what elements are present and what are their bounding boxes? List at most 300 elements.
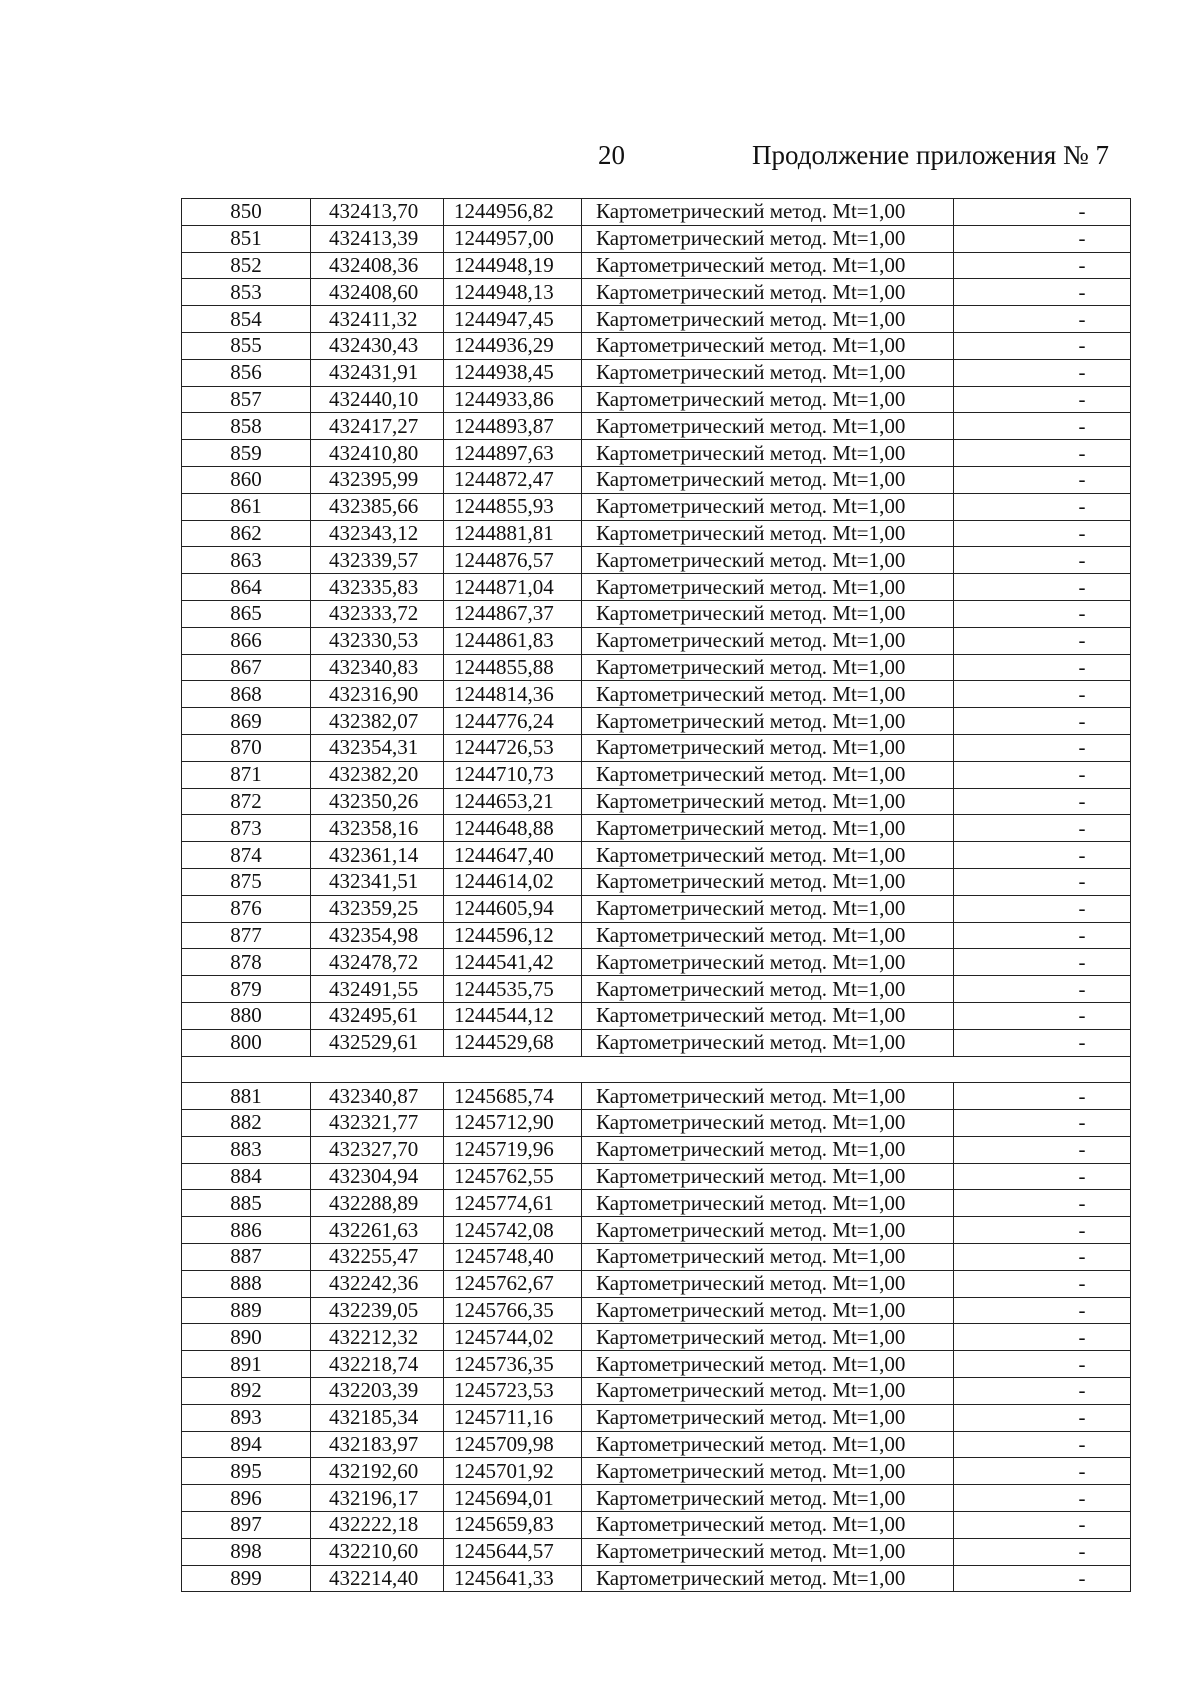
point-number-cell: 891: [182, 1351, 311, 1378]
x-coordinate-cell: 432288,89: [311, 1190, 444, 1217]
table-row: [182, 1083, 1131, 1110]
y-coordinate-cell: 1245659,83: [444, 1512, 582, 1539]
table-row: [182, 225, 1131, 252]
x-coordinate-cell: 432339,57: [311, 547, 444, 574]
x-coordinate-cell: 432261,63: [311, 1217, 444, 1244]
point-number-cell: 861: [182, 493, 311, 520]
table-row: [182, 306, 1131, 333]
note-cell: -: [954, 1190, 1131, 1217]
note-cell: -: [954, 681, 1131, 708]
x-coordinate-cell: 432340,87: [311, 1083, 444, 1110]
table-row: [182, 1431, 1131, 1458]
method-cell: Картометрический метод. Mt=1,00: [582, 681, 954, 708]
table-row: [182, 1002, 1131, 1029]
point-number-cell: 851: [182, 225, 311, 252]
method-cell: Картометрический метод. Mt=1,00: [582, 520, 954, 547]
y-coordinate-cell: 1244855,93: [444, 493, 582, 520]
y-coordinate-cell: 1245723,53: [444, 1378, 582, 1405]
point-number-cell: 879: [182, 976, 311, 1003]
note-cell: -: [954, 922, 1131, 949]
method-cell: Картометрический метод. Mt=1,00: [582, 1565, 954, 1592]
note-cell: -: [954, 815, 1131, 842]
note-cell: -: [954, 842, 1131, 869]
method-cell: Картометрический метод. Mt=1,00: [582, 279, 954, 306]
y-coordinate-cell: 1245644,57: [444, 1538, 582, 1565]
method-cell: Картометрический метод. Mt=1,00: [582, 600, 954, 627]
method-cell: Картометрический метод. Mt=1,00: [582, 225, 954, 252]
x-coordinate-cell: 432242,36: [311, 1270, 444, 1297]
x-coordinate-cell: 432218,74: [311, 1351, 444, 1378]
y-coordinate-cell: 1244897,63: [444, 440, 582, 467]
method-cell: Картометрический метод. Mt=1,00: [582, 1029, 954, 1056]
point-number-cell: 850: [182, 199, 311, 226]
method-cell: Картометрический метод. Mt=1,00: [582, 1217, 954, 1244]
y-coordinate-cell: 1244535,75: [444, 976, 582, 1003]
method-cell: Картометрический метод. Mt=1,00: [582, 413, 954, 440]
table-row: [182, 466, 1131, 493]
y-coordinate-cell: 1245766,35: [444, 1297, 582, 1324]
x-coordinate-cell: 432330,53: [311, 627, 444, 654]
table-row: [182, 1458, 1131, 1485]
x-coordinate-cell: 432354,98: [311, 922, 444, 949]
note-cell: -: [954, 1029, 1131, 1056]
point-number-cell: 877: [182, 922, 311, 949]
point-number-cell: 858: [182, 413, 311, 440]
method-cell: Картометрический метод. Mt=1,00: [582, 440, 954, 467]
method-cell: Картометрический метод. Mt=1,00: [582, 1458, 954, 1485]
x-coordinate-cell: 432417,27: [311, 413, 444, 440]
method-cell: Картометрический метод. Mt=1,00: [582, 1512, 954, 1539]
x-coordinate-cell: 432203,39: [311, 1378, 444, 1405]
note-cell: -: [954, 466, 1131, 493]
table-row: [182, 1485, 1131, 1512]
note-cell: -: [954, 1485, 1131, 1512]
y-coordinate-cell: 1244867,37: [444, 600, 582, 627]
table-row: [182, 681, 1131, 708]
point-number-cell: 885: [182, 1190, 311, 1217]
x-coordinate-cell: 432395,99: [311, 466, 444, 493]
x-coordinate-cell: 432341,51: [311, 868, 444, 895]
note-cell: -: [954, 574, 1131, 601]
table-row: [182, 440, 1131, 467]
point-number-cell: 859: [182, 440, 311, 467]
method-cell: Картометрический метод. Mt=1,00: [582, 734, 954, 761]
table-row: [182, 1029, 1131, 1056]
point-number-cell: 800: [182, 1029, 311, 1056]
table-row: [182, 1110, 1131, 1137]
x-coordinate-cell: 432255,47: [311, 1244, 444, 1271]
y-coordinate-cell: 1245712,90: [444, 1110, 582, 1137]
note-cell: -: [954, 332, 1131, 359]
x-coordinate-cell: 432222,18: [311, 1512, 444, 1539]
point-number-cell: 862: [182, 520, 311, 547]
point-number-cell: 864: [182, 574, 311, 601]
note-cell: -: [954, 761, 1131, 788]
method-cell: Картометрический метод. Mt=1,00: [582, 895, 954, 922]
table-row: [182, 922, 1131, 949]
note-cell: -: [954, 547, 1131, 574]
point-number-cell: 892: [182, 1378, 311, 1405]
table-row: [182, 493, 1131, 520]
y-coordinate-cell: 1245694,01: [444, 1485, 582, 1512]
table-row: [182, 1297, 1131, 1324]
y-coordinate-cell: 1245762,67: [444, 1270, 582, 1297]
y-coordinate-cell: 1244544,12: [444, 1002, 582, 1029]
method-cell: Картометрический метод. Mt=1,00: [582, 1083, 954, 1110]
point-number-cell: 873: [182, 815, 311, 842]
table-row: [182, 520, 1131, 547]
y-coordinate-cell: 1244938,45: [444, 359, 582, 386]
x-coordinate-cell: 432321,77: [311, 1110, 444, 1137]
y-coordinate-cell: 1245748,40: [444, 1244, 582, 1271]
point-number-cell: 878: [182, 949, 311, 976]
method-cell: Картометрический метод. Mt=1,00: [582, 1538, 954, 1565]
x-coordinate-cell: 432411,32: [311, 306, 444, 333]
point-number-cell: 894: [182, 1431, 311, 1458]
y-coordinate-cell: 1244871,04: [444, 574, 582, 601]
note-cell: -: [954, 386, 1131, 413]
method-cell: Картометрический метод. Mt=1,00: [582, 708, 954, 735]
point-number-cell: 898: [182, 1538, 311, 1565]
y-coordinate-cell: 1244893,87: [444, 413, 582, 440]
point-number-cell: 886: [182, 1217, 311, 1244]
table-row: [182, 252, 1131, 279]
method-cell: Картометрический метод. Mt=1,00: [582, 842, 954, 869]
table-row: [182, 708, 1131, 735]
y-coordinate-cell: 1245685,74: [444, 1083, 582, 1110]
y-coordinate-cell: 1244541,42: [444, 949, 582, 976]
note-cell: -: [954, 1270, 1131, 1297]
table-row: [182, 1244, 1131, 1271]
x-coordinate-cell: 432316,90: [311, 681, 444, 708]
point-number-cell: 893: [182, 1404, 311, 1431]
method-cell: Картометрический метод. Mt=1,00: [582, 1431, 954, 1458]
note-cell: -: [954, 1163, 1131, 1190]
y-coordinate-cell: 1245744,02: [444, 1324, 582, 1351]
y-coordinate-cell: 1245701,92: [444, 1458, 582, 1485]
method-cell: Картометрический метод. Mt=1,00: [582, 1190, 954, 1217]
y-coordinate-cell: 1245742,08: [444, 1217, 582, 1244]
method-cell: Картометрический метод. Mt=1,00: [582, 252, 954, 279]
method-cell: Картометрический метод. Mt=1,00: [582, 1485, 954, 1512]
table-row: [182, 734, 1131, 761]
note-cell: -: [954, 1565, 1131, 1592]
point-number-cell: 865: [182, 600, 311, 627]
method-cell: Картометрический метод. Mt=1,00: [582, 815, 954, 842]
table-row: [182, 279, 1131, 306]
x-coordinate-cell: 432340,83: [311, 654, 444, 681]
y-coordinate-cell: 1244710,73: [444, 761, 582, 788]
y-coordinate-cell: 1244648,88: [444, 815, 582, 842]
note-cell: -: [954, 1351, 1131, 1378]
note-cell: -: [954, 440, 1131, 467]
y-coordinate-cell: 1244876,57: [444, 547, 582, 574]
point-number-cell: 896: [182, 1485, 311, 1512]
method-cell: Картометрический метод. Mt=1,00: [582, 1270, 954, 1297]
note-cell: -: [954, 493, 1131, 520]
method-cell: Картометрический метод. Mt=1,00: [582, 1002, 954, 1029]
table-row: [182, 1163, 1131, 1190]
point-number-cell: 867: [182, 654, 311, 681]
x-coordinate-cell: 432430,43: [311, 332, 444, 359]
y-coordinate-cell: 1244776,24: [444, 708, 582, 735]
x-coordinate-cell: 432385,66: [311, 493, 444, 520]
group-separator-row: [182, 1056, 1131, 1083]
y-coordinate-cell: 1244596,12: [444, 922, 582, 949]
y-coordinate-cell: 1245736,35: [444, 1351, 582, 1378]
method-cell: Картометрический метод. Mt=1,00: [582, 922, 954, 949]
note-cell: -: [954, 1083, 1131, 1110]
table-row: [182, 815, 1131, 842]
point-number-cell: 895: [182, 1458, 311, 1485]
note-cell: -: [954, 252, 1131, 279]
note-cell: -: [954, 1538, 1131, 1565]
table-row: [182, 1565, 1131, 1592]
point-number-cell: 871: [182, 761, 311, 788]
y-coordinate-cell: 1245774,61: [444, 1190, 582, 1217]
table-row: [182, 1324, 1131, 1351]
table-row: [182, 413, 1131, 440]
x-coordinate-cell: 432491,55: [311, 976, 444, 1003]
note-cell: -: [954, 600, 1131, 627]
method-cell: Картометрический метод. Mt=1,00: [582, 466, 954, 493]
note-cell: -: [954, 1324, 1131, 1351]
x-coordinate-cell: 432335,83: [311, 574, 444, 601]
table-row: [182, 976, 1131, 1003]
y-coordinate-cell: 1244936,29: [444, 332, 582, 359]
note-cell: -: [954, 1431, 1131, 1458]
point-number-cell: 876: [182, 895, 311, 922]
point-number-cell: 875: [182, 868, 311, 895]
y-coordinate-cell: 1245711,16: [444, 1404, 582, 1431]
table-row: [182, 1404, 1131, 1431]
note-cell: -: [954, 788, 1131, 815]
note-cell: -: [954, 627, 1131, 654]
y-coordinate-cell: 1245709,98: [444, 1431, 582, 1458]
method-cell: Картометрический метод. Mt=1,00: [582, 1404, 954, 1431]
point-number-cell: 857: [182, 386, 311, 413]
x-coordinate-cell: 432413,39: [311, 225, 444, 252]
table-row: [182, 761, 1131, 788]
table-row: [182, 1190, 1131, 1217]
point-number-cell: 874: [182, 842, 311, 869]
x-coordinate-cell: 432361,14: [311, 842, 444, 869]
table-row: [182, 1351, 1131, 1378]
point-number-cell: 899: [182, 1565, 311, 1592]
x-coordinate-cell: 432185,34: [311, 1404, 444, 1431]
method-cell: Картометрический метод. Mt=1,00: [582, 949, 954, 976]
y-coordinate-cell: 1245719,96: [444, 1136, 582, 1163]
x-coordinate-cell: 432183,97: [311, 1431, 444, 1458]
note-cell: -: [954, 1297, 1131, 1324]
y-coordinate-cell: 1244647,40: [444, 842, 582, 869]
note-cell: -: [954, 1244, 1131, 1271]
note-cell: -: [954, 1002, 1131, 1029]
y-coordinate-cell: 1244948,19: [444, 252, 582, 279]
table-row: [182, 627, 1131, 654]
method-cell: Картометрический метод. Mt=1,00: [582, 1110, 954, 1137]
x-coordinate-cell: 432196,17: [311, 1485, 444, 1512]
table-row: [182, 1217, 1131, 1244]
table-row: [182, 332, 1131, 359]
point-number-cell: 854: [182, 306, 311, 333]
x-coordinate-cell: 432382,20: [311, 761, 444, 788]
point-number-cell: 866: [182, 627, 311, 654]
point-number-cell: 860: [182, 466, 311, 493]
y-coordinate-cell: 1244726,53: [444, 734, 582, 761]
point-number-cell: 872: [182, 788, 311, 815]
note-cell: -: [954, 1458, 1131, 1485]
y-coordinate-cell: 1245762,55: [444, 1163, 582, 1190]
note-cell: -: [954, 1136, 1131, 1163]
point-number-cell: 856: [182, 359, 311, 386]
y-coordinate-cell: 1244605,94: [444, 895, 582, 922]
x-coordinate-cell: 432354,31: [311, 734, 444, 761]
y-coordinate-cell: 1244614,02: [444, 868, 582, 895]
x-coordinate-cell: 432350,26: [311, 788, 444, 815]
method-cell: Картометрический метод. Mt=1,00: [582, 386, 954, 413]
x-coordinate-cell: 432382,07: [311, 708, 444, 735]
method-cell: Картометрический метод. Mt=1,00: [582, 1244, 954, 1271]
method-cell: Картометрический метод. Mt=1,00: [582, 976, 954, 1003]
y-coordinate-cell: 1244957,00: [444, 225, 582, 252]
y-coordinate-cell: 1244881,81: [444, 520, 582, 547]
note-cell: -: [954, 1512, 1131, 1539]
x-coordinate-cell: 432440,10: [311, 386, 444, 413]
note-cell: -: [954, 734, 1131, 761]
note-cell: -: [954, 306, 1131, 333]
note-cell: -: [954, 359, 1131, 386]
point-number-cell: 863: [182, 547, 311, 574]
table-row: [182, 359, 1131, 386]
point-number-cell: 853: [182, 279, 311, 306]
x-coordinate-cell: 432431,91: [311, 359, 444, 386]
table-row: [182, 1378, 1131, 1405]
point-number-cell: 870: [182, 734, 311, 761]
x-coordinate-cell: 432495,61: [311, 1002, 444, 1029]
y-coordinate-cell: 1244933,86: [444, 386, 582, 413]
x-coordinate-cell: 432327,70: [311, 1136, 444, 1163]
table-row: [182, 547, 1131, 574]
method-cell: Картометрический метод. Mt=1,00: [582, 574, 954, 601]
point-number-cell: 869: [182, 708, 311, 735]
note-cell: -: [954, 413, 1131, 440]
note-cell: -: [954, 199, 1131, 226]
method-cell: Картометрический метод. Mt=1,00: [582, 1163, 954, 1190]
table-row: [182, 949, 1131, 976]
method-cell: Картометрический метод. Mt=1,00: [582, 761, 954, 788]
x-coordinate-cell: 432359,25: [311, 895, 444, 922]
point-number-cell: 852: [182, 252, 311, 279]
method-cell: Картометрический метод. Mt=1,00: [582, 306, 954, 333]
page-title: Продолжение приложения № 7: [752, 140, 1110, 170]
table-row: [182, 574, 1131, 601]
y-coordinate-cell: 1244872,47: [444, 466, 582, 493]
table-row: [182, 654, 1131, 681]
point-number-cell: 882: [182, 1110, 311, 1137]
y-coordinate-cell: 1244948,13: [444, 279, 582, 306]
x-coordinate-cell: 432408,36: [311, 252, 444, 279]
point-number-cell: 890: [182, 1324, 311, 1351]
note-cell: -: [954, 1404, 1131, 1431]
x-coordinate-cell: 432333,72: [311, 600, 444, 627]
y-coordinate-cell: 1245641,33: [444, 1565, 582, 1592]
y-coordinate-cell: 1244814,36: [444, 681, 582, 708]
x-coordinate-cell: 432413,70: [311, 199, 444, 226]
note-cell: -: [954, 976, 1131, 1003]
method-cell: Картометрический метод. Mt=1,00: [582, 1297, 954, 1324]
table-row: [182, 1270, 1131, 1297]
point-number-cell: 888: [182, 1270, 311, 1297]
x-coordinate-cell: 432212,32: [311, 1324, 444, 1351]
x-coordinate-cell: 432304,94: [311, 1163, 444, 1190]
method-cell: Картометрический метод. Mt=1,00: [582, 654, 954, 681]
method-cell: Картометрический метод. Mt=1,00: [582, 1351, 954, 1378]
point-number-cell: 884: [182, 1163, 311, 1190]
table-row: [182, 1136, 1131, 1163]
note-cell: -: [954, 654, 1131, 681]
note-cell: -: [954, 1378, 1131, 1405]
x-coordinate-cell: 432529,61: [311, 1029, 444, 1056]
y-coordinate-cell: 1244956,82: [444, 199, 582, 226]
table-row: [182, 1538, 1131, 1565]
point-number-cell: 889: [182, 1297, 311, 1324]
page-number: 20: [598, 140, 625, 170]
note-cell: -: [954, 279, 1131, 306]
method-cell: Картометрический метод. Mt=1,00: [582, 1324, 954, 1351]
x-coordinate-cell: 432408,60: [311, 279, 444, 306]
table-row: [182, 788, 1131, 815]
note-cell: -: [954, 868, 1131, 895]
note-cell: -: [954, 1110, 1131, 1137]
note-cell: -: [954, 895, 1131, 922]
note-cell: -: [954, 708, 1131, 735]
note-cell: -: [954, 949, 1131, 976]
method-cell: Картометрический метод. Mt=1,00: [582, 788, 954, 815]
table-row: [182, 868, 1131, 895]
point-number-cell: 880: [182, 1002, 311, 1029]
x-coordinate-cell: 432358,16: [311, 815, 444, 842]
coordinates-table: [181, 198, 1131, 1592]
table-row: [182, 600, 1131, 627]
method-cell: Картометрический метод. Mt=1,00: [582, 1378, 954, 1405]
x-coordinate-cell: 432478,72: [311, 949, 444, 976]
y-coordinate-cell: 1244861,83: [444, 627, 582, 654]
point-number-cell: 855: [182, 332, 311, 359]
method-cell: Картометрический метод. Mt=1,00: [582, 627, 954, 654]
y-coordinate-cell: 1244653,21: [444, 788, 582, 815]
method-cell: Картометрический метод. Mt=1,00: [582, 1136, 954, 1163]
x-coordinate-cell: 432239,05: [311, 1297, 444, 1324]
method-cell: Картометрический метод. Mt=1,00: [582, 359, 954, 386]
table-row: [182, 895, 1131, 922]
x-coordinate-cell: 432210,60: [311, 1538, 444, 1565]
point-number-cell: 883: [182, 1136, 311, 1163]
point-number-cell: 868: [182, 681, 311, 708]
method-cell: Картометрический метод. Mt=1,00: [582, 332, 954, 359]
method-cell: Картометрический метод. Mt=1,00: [582, 547, 954, 574]
y-coordinate-cell: 1244947,45: [444, 306, 582, 333]
y-coordinate-cell: 1244855,88: [444, 654, 582, 681]
x-coordinate-cell: 432192,60: [311, 1458, 444, 1485]
table-row: [182, 1512, 1131, 1539]
x-coordinate-cell: 432214,40: [311, 1565, 444, 1592]
point-number-cell: 887: [182, 1244, 311, 1271]
y-coordinate-cell: 1244529,68: [444, 1029, 582, 1056]
note-cell: -: [954, 1217, 1131, 1244]
method-cell: Картометрический метод. Mt=1,00: [582, 493, 954, 520]
separator-cell: [182, 1056, 1131, 1083]
